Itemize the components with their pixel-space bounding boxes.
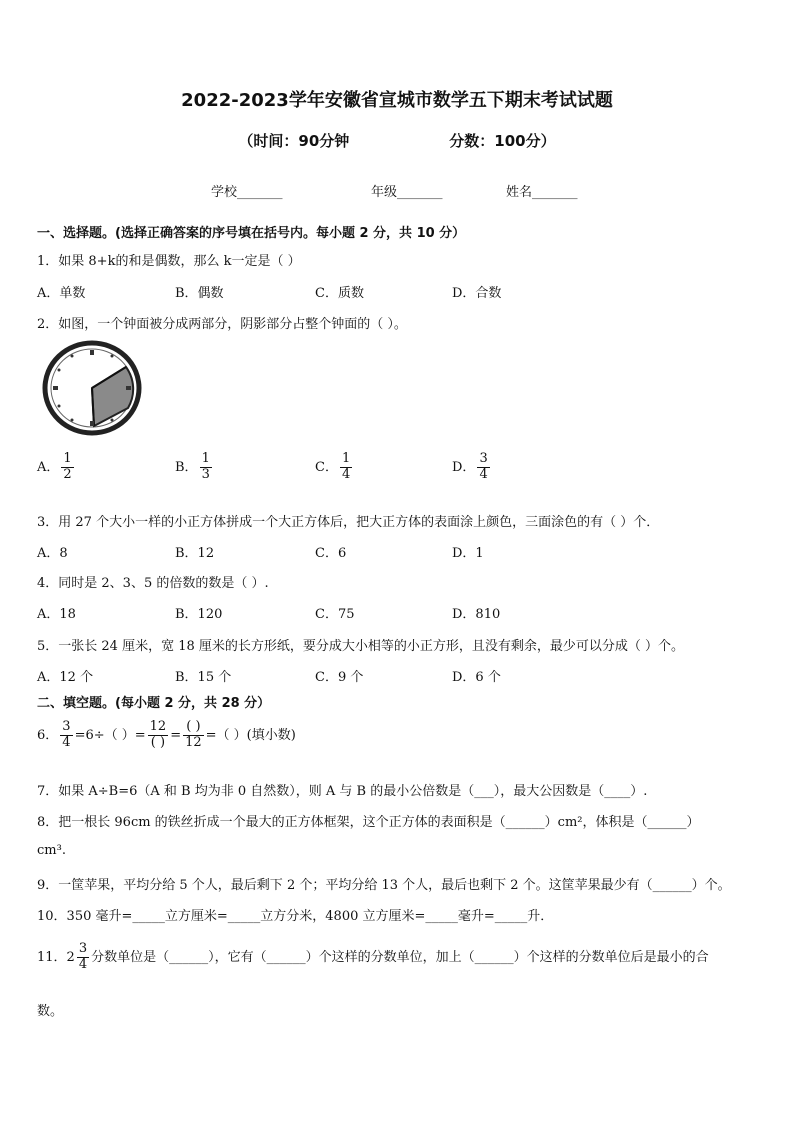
fraction-numerator: 1 [341,451,351,466]
q1-option-d: D．合数 [452,286,502,301]
fraction-numerator: 1 [63,451,72,466]
question-7: 7．如果 A÷B=6（A 和 B 均为非 0 自然数），则 A 与 B 的最小公倍数是（___），最大公因数是（____）. [37,784,648,799]
question-5: 5．一张长 24 厘米，宽 18 厘米的长方形纸，要分成大小相等的小正方形，且没有剩余，最少可以分成（ ）个。 [37,639,685,654]
q3-option-c: C．6 [315,546,347,561]
question-11 [37,942,709,973]
question-11-continued: 数。 [37,1004,64,1019]
q6-number: 6． [37,727,59,743]
q3-option-a: A．8 [37,546,68,561]
fraction-denominator: ( ) [148,735,169,751]
q2-option-b [175,452,214,483]
question-8: 8．把一根长 96cm 的铁丝折成一个最大的正方体框架，这个正方体的表面积是（______）cm²，体积是（______） [37,815,700,830]
q1-option-b: B．偶数 [175,286,224,301]
fraction [200,452,212,483]
fraction [183,720,204,751]
exam-time: （时间：90分钟 [238,132,350,150]
q2-option-c [315,452,354,483]
q6-text: =（ ）(填小数) [205,727,296,743]
clock-figure [42,340,142,436]
q3-option-b: B．12 [175,546,215,561]
school-field[interactable]: 学校_______ [211,185,283,200]
q2-option-a-label: A． [37,459,60,475]
fraction-denominator: 12 [185,734,202,750]
question-3: 3．用 27 个大小一样的小正方体拼成一个大正方体后，把大正方体的表面涂上颜色，三面涂色的有（ ）个． [37,515,660,530]
q2-option-b-label: B． [175,459,198,475]
fraction-numerator: 1 [201,451,210,466]
q2-option-d [452,452,492,483]
question-9: 9．一筐苹果，平均分给 5 个人，最后剩下 2 个；平均分给 13 个人，最后也剩下 2 个。这筐苹果最少有（______）个。 [37,878,731,893]
q2-option-c-label: C． [315,459,338,475]
q11-text: 分数单位是（______），它有（______）个这样的分数单位，加上（______）个这样的分数单位后是最小的合 [91,949,709,965]
question-10: 10．350 毫升=_____立方厘米=_____立方分米，4800 立方厘米=_____毫升=_____升． [37,909,554,924]
q4-option-d: D．810 [452,607,501,622]
question-2: 2．如图，一个钟面被分成两部分，阴影部分占整个钟面的（ ）。 [37,317,407,332]
fraction-denominator: 4 [78,956,88,972]
fraction-numerator: 3 [479,451,488,466]
q4-option-a: A．18 [37,607,76,622]
question-8-continued: cm³. [37,843,66,858]
fraction-numerator: 3 [78,941,88,956]
fraction-denominator: 2 [63,466,72,482]
fraction [77,942,89,973]
fraction [61,452,73,483]
name-field[interactable]: 姓名_______ [506,185,578,200]
page-title: 2022-2023学年安徽省宣城市数学五下期末考试试题 [181,90,613,111]
section2-heading: 二、填空题。(每小题 2 分，共 28 分） [37,696,271,711]
fraction-numerator: ( ) [186,719,201,734]
q3-option-d: D．1 [452,546,484,561]
fraction-denominator: 4 [62,734,71,750]
q6-text: =6÷（ ）= [74,727,146,743]
q5-option-b: B．15 个 [175,670,232,685]
q1-option-c: C．质数 [315,286,364,301]
section1-heading: 一、选择题。(选择正确答案的序号填在括号内。每小题 2 分，共 10 分） [37,226,466,241]
q6-text: = [170,727,182,743]
question-1: 1．如果 8+k的和是偶数，那么 k一定是（ ） [37,254,301,269]
question-6 [37,720,296,751]
fraction [60,720,72,751]
q4-option-b: B．120 [175,607,223,622]
q5-option-a: A．12 个 [37,670,94,685]
q5-option-d: D．6 个 [452,670,501,685]
exam-score: 分数：100分） [449,132,556,150]
q5-option-c: C．9 个 [315,670,364,685]
fraction [340,452,352,483]
grade-field[interactable]: 年级_______ [371,185,443,200]
q2-option-d-label: D． [452,459,476,475]
fraction [477,452,489,483]
fraction-denominator: 4 [479,466,488,482]
question-4: 4．同时是 2、3、5 的倍数的数是（ ）. [37,576,269,591]
fraction-denominator: 3 [201,466,210,482]
q4-option-c: C．75 [315,607,355,622]
fraction-numerator: 3 [62,719,71,734]
mixed-number-whole: 2 [66,949,75,965]
q2-option-a [37,452,76,483]
q11-number: 11． [37,949,67,965]
fraction-numerator: 12 [149,719,167,734]
q1-option-a: A．单数 [37,286,86,301]
fraction-denominator: 4 [341,466,351,482]
fraction [148,720,169,751]
exam-meta [0,130,794,151]
